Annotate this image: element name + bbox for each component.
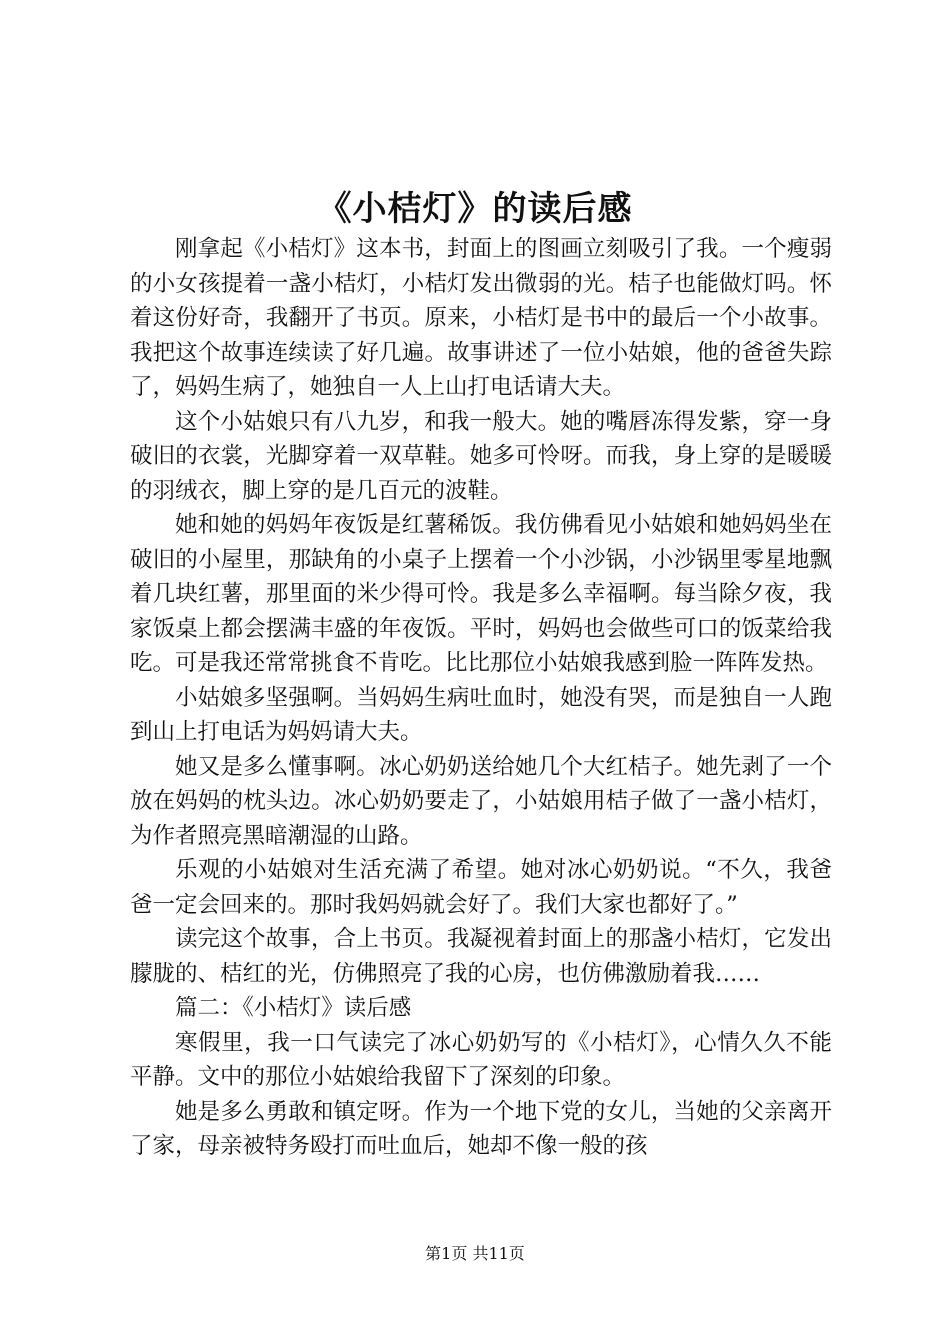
page-number-footer: 第1页 共11页 [425,1244,525,1263]
section-heading: 篇二：《小桔灯》读后感 [175,995,412,1021]
paragraph: 刚拿起《小桔灯》这本书，封面上的图画立刻吸引了我。一个瘦弱的小女孩提着一盏小桔灯，小桔灯发出微弱的光。桔子也能做灯吗。怀着这份好奇，我翻开了书页。原来，小桔灯是书中的最后一个小故事。我把这个故事连续读了好几遍。故事讲述了一位小姑娘，他的爸爸失踪了，妈妈生病了，她独自一人上山打电话请大夫。 [130,236,832,400]
document-title: 《小桔灯》的读后感 [317,189,633,229]
paragraph: 寒假里，我一口气读完了冰心奶奶写的《小桔灯》，心情久久不能平静。文中的那位小姑娘给我留下了深刻的印象。 [130,1029,832,1090]
paragraph: 她是多么勇敢和镇定呀。作为一个地下党的女儿，当她的父亲离开了家，母亲被特务殴打而吐血后，她却不像一般的孩 [130,1098,832,1159]
document-body [130,232,832,1164]
paragraph: 小姑娘多坚强啊。当妈妈生病吐血时，她没有哭，而是独自一人跑到山上打电话为妈妈请大夫。 [130,684,832,745]
paragraph: 她和她的妈妈年夜饭是红薯稀饭。我仿佛看见小姑娘和她妈妈坐在破旧的小屋里，那缺角的小桌子上摆着一个小沙锅，小沙锅里零星地飘着几块红薯，那里面的米少得可怜。我是多么幸福啊。每当除夕夜，我家饭桌上都会摆满丰盛的年夜饭。平时，妈妈也会做些可口的饭菜给我吃。可是我还常常挑食不肯吃。比比那位小姑娘我感到脸一阵阵发热。 [130,512,832,676]
paragraph: 读完这个故事，合上书页。我凝视着封面上的那盏小桔灯，它发出朦胧的、桔红的光，仿佛照亮了我的心房，也仿佛激励着我…… [130,926,832,987]
paragraph: 乐观的小姑娘对生活充满了希望。她对冰心奶奶说。“不久，我爸爸一定会回来的。那时我妈妈就会好了。我们大家也都好了。” [130,857,832,918]
paragraph: 她又是多么懂事啊。冰心奶奶送给她几个大红桔子。她先剥了一个放在妈妈的枕头边。冰心奶奶要走了，小姑娘用桔子做了一盏小桔灯，为作者照亮黑暗潮湿的山路。 [130,753,832,849]
paragraph: 这个小姑娘只有八九岁，和我一般大。她的嘴唇冻得发紫，穿一身破旧的衣裳，光脚穿着一双草鞋。她多可怜呀。而我，身上穿的是暖暖的羽绒衣，脚上穿的是几百元的波鞋。 [130,408,832,504]
